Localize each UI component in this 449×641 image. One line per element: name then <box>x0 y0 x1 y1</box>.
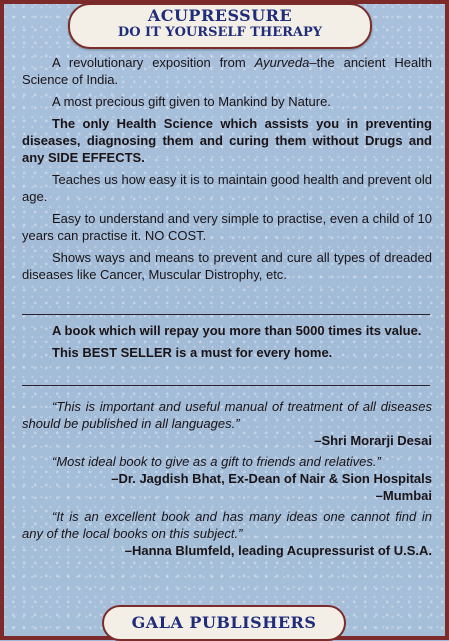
testimonial-author-1: –Shri Morarji Desai <box>314 433 432 448</box>
intro-paragraph-4: Teaches us how easy it is to maintain good health and prevent old age. <box>22 172 432 204</box>
title-banner <box>68 3 372 49</box>
intro-section <box>22 54 432 288</box>
intro-paragraph-3: The only Health Science which assists you in preventing diseases, diagnosing them and curing them without Drugs and any SIDE EFFECTS. <box>22 116 432 165</box>
testimonial-author-3: –Hanna Blumfeld, leading Acupressurist of U.S.A. <box>124 543 432 558</box>
book-subtitle: DO IT YOURSELF THERAPY <box>117 25 323 40</box>
divider-top <box>22 314 430 315</box>
testimonials-section <box>22 398 432 563</box>
intro-p1-end: –the ancient Health Science of India. <box>22 55 432 87</box>
promo-paragraph-1: A book which will repay you more than 5000 times its value. <box>52 323 422 338</box>
testimonial-quote-3: “It is an excellent book and has many ideas one cannot find in any of the local books on this subject.” <box>22 509 432 541</box>
testimonial-author-2: –Dr. Jagdish Bhat, Ex-Dean of Nair & Sion Hospitals <box>111 471 432 486</box>
ayurveda-word: Ayurveda <box>254 55 310 70</box>
promo-section <box>22 322 432 366</box>
testimonial-author-2-city: –Mumbai <box>375 488 432 503</box>
intro-paragraph-6: Shows ways and means to prevent and cure all types of dreaded diseases like Cancer, Muscular Distrophy, etc. <box>22 250 432 282</box>
intro-paragraph-2: A most precious gift given to Mankind by Nature. <box>52 94 331 109</box>
book-title: ACUPRESSURE <box>147 6 293 25</box>
intro-paragraph-1 <box>22 54 432 88</box>
testimonial-quote-1: “This is important and useful manual of treatment of all diseases should be published in all languages.” <box>22 399 432 431</box>
divider-bottom <box>22 385 430 386</box>
intro-paragraph-5: Easy to understand and very simple to practise, even a child of 10 years can practise it. NO COST. <box>22 211 432 243</box>
promo-paragraph-2: This BEST SELLER is a must for every home. <box>52 345 333 360</box>
intro-p1-start: A revolutionary exposition from <box>52 55 255 70</box>
publisher-banner: GALA PUBLISHERS <box>102 605 346 641</box>
testimonial-quote-2: “Most ideal book to give as a gift to friends and relatives.” <box>52 454 381 469</box>
